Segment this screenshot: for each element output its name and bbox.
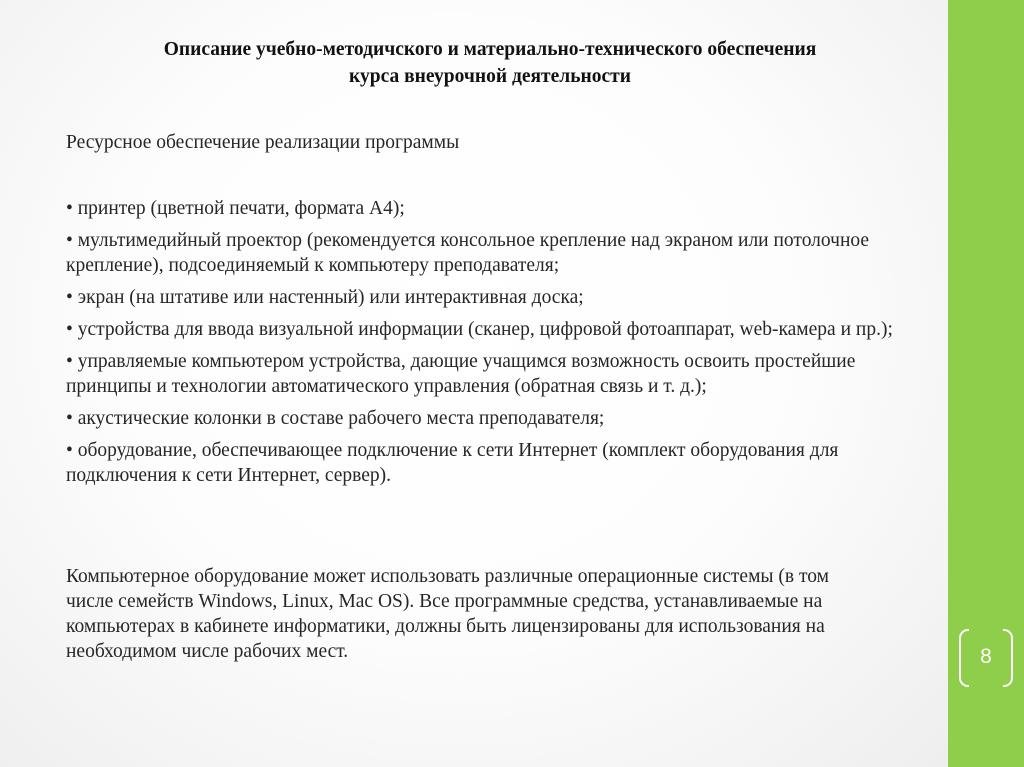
slide-title <box>60 36 920 90</box>
list-item: • принтер (цветной печати, формата А4); <box>66 196 896 221</box>
page-number: 8 <box>959 629 1013 685</box>
list-item: • оборудование, обеспечивающее подключение к сети Интернет (комплект оборудования для подключения к сети Интернет, сервер). <box>66 438 896 488</box>
list-item: • мультимедийный проектор (рекомендуется консольное крепление над экраном или потолочное крепление), подсоединяемый к компьютеру преподавателя; <box>66 228 896 278</box>
title-line-2: курса внеурочной деятельности <box>349 66 631 87</box>
title-line-1: Описание учебно-методичского и материально-технического обеспечения <box>163 39 817 60</box>
resource-list <box>66 196 896 495</box>
section-subtitle: Ресурсное обеспечение реализации программы <box>66 132 460 153</box>
list-item: • управляемые компьютером устройства, дающие учащимся возможность освоить простейшие принципы и технологии автоматического управления (обратная связь и т. д.); <box>66 349 896 399</box>
list-item: • устройства для ввода визуальной информации (сканер, цифровой фотоаппарат, web-камера и пр.); <box>66 317 896 342</box>
list-item: • экран (на штативе или настенный) или интерактивная доска; <box>66 285 896 310</box>
closing-paragraph: Компьютерное оборудование может использовать различные операционные системы (в том числе семейств Windows, Linux, Mac OS). Все программные средства, устанавливаемые на компьютерах в кабинете информатики, должны быть лицензированы для использования на необходимом числе рабочих мест. <box>66 566 829 662</box>
list-item: • акустические колонки в составе рабочего места преподавателя; <box>66 406 896 431</box>
